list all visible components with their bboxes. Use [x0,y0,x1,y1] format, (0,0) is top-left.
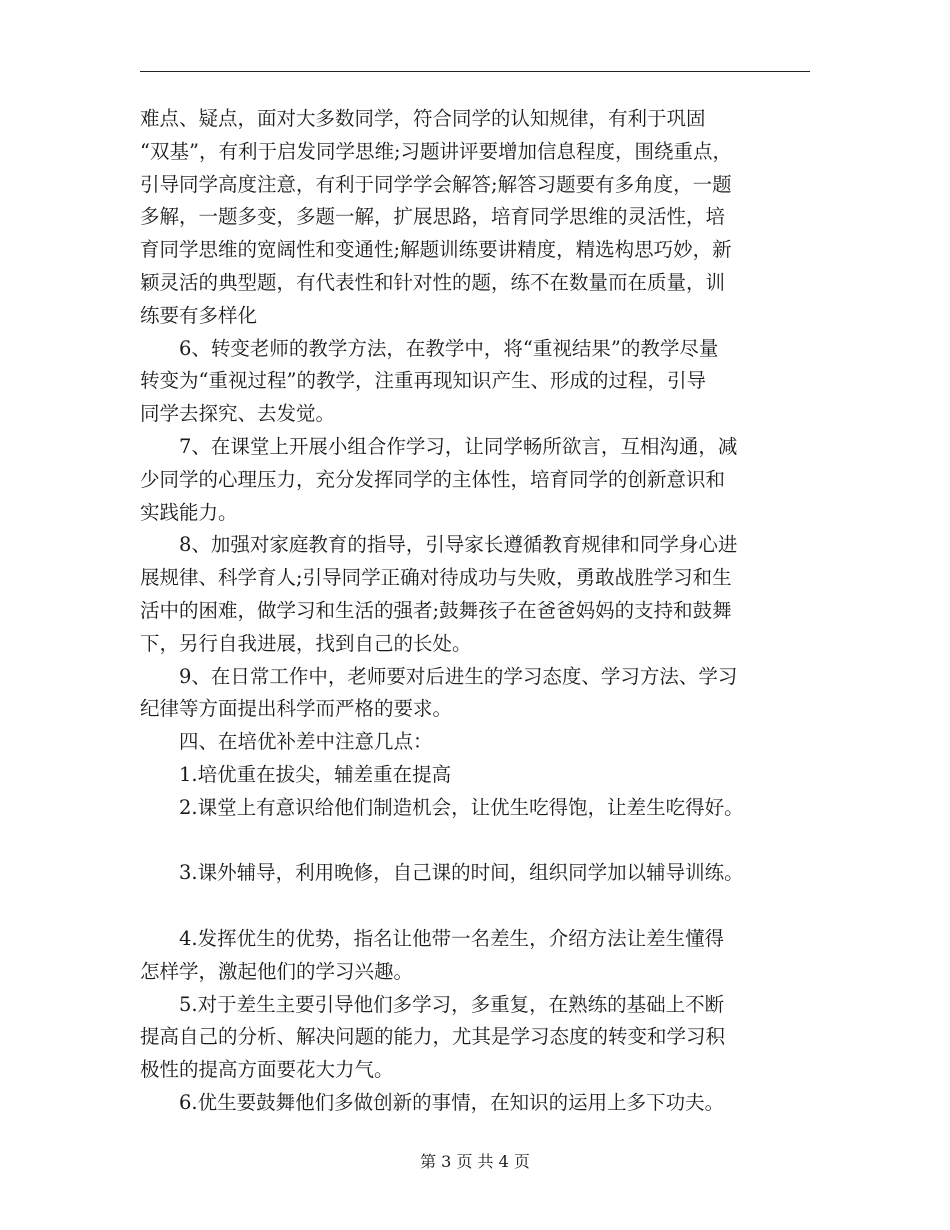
page-number-label: 第 3 页 共 4 页 [420,1152,530,1171]
text-line: 提高自己的分析、解决问题的能力，尤其是学习态度的转变和学习积 [140,1025,726,1049]
header-rule [140,71,810,72]
blank-line [140,890,810,923]
text-line: 引导同学高度注意，有利于同学学会解答;解答习题要有多角度，一题 [140,172,732,196]
text-line: 育同学思维的宽阔性和变通性;解题训练要讲精度，精选构思巧妙，新 [140,238,732,262]
paragraph-9-start: 9、在日常工作中，老师要对后进生的学习态度、学习方法、学习 [179,664,738,688]
text-line: 下，另行自我进展，找到自己的长处。 [140,631,472,655]
list-item-1: 1.培优重在拔尖，辅差重在提高 [179,762,452,786]
text-line: 颖灵活的典型题，有代表性和针对性的题，练不在数量而在质量，训 [140,270,726,294]
text-line: 展规律、科学育人;引导同学正确对待成功与失败，勇敢战胜学习和生 [140,566,732,590]
list-item-2: 2.课堂上有意识给他们制造机会，让优生吃得饱，让差生吃得好。 [179,795,744,819]
text-line: 极性的提高方面要花大力气。 [140,1058,394,1082]
text-line: 怎样学，激起他们的学习兴趣。 [140,959,414,983]
list-item-5: 5.对于差生主要引导他们多学习，多重复，在熟练的基础上不断 [179,992,725,1016]
text-line: 纪律等方面提出科学而严格的要求。 [140,697,453,721]
text-line: 转变为“重视过程”的教学，注重再现知识产生、形成的过程，引导 [140,369,706,393]
text-line: 少同学的心理压力，充分发挥同学的主体性，培育同学的创新意识和 [140,467,726,491]
text-line: “双基”，有利于启发同学思维;习题讲评要增加信息程度，围绕重点， [140,139,733,163]
text-line: 难点、疑点，面对大多数同学，符合同学的认知规律，有利于巩固 [140,107,706,130]
blank-line [140,825,810,858]
paragraph-6-start: 6、转变老师的教学方法，在教学中，将“重视结果”的教学尽量 [179,336,719,360]
page-footer [0,1150,950,1174]
body-text [140,103,810,1120]
paragraph-7-start: 7、在课堂上开展小组合作学习，让同学畅所欲言，互相沟通，减 [179,434,738,458]
text-line: 实践能力。 [140,500,238,524]
list-item-3: 3.课外辅导，利用晚修，自己课的时间，组织同学加以辅导训练。 [179,861,744,885]
text-line: 练要有多样化 [140,303,258,327]
text-line: 同学去探究、去发觉。 [140,402,336,426]
paragraph-8-start: 8、加强对家庭教育的指导，引导家长遵循教育规律和同学身心进 [179,533,738,557]
section-heading: 四、在培优补差中注意几点： [179,730,433,754]
list-item-4: 4.发挥优生的优势，指名让他带一名差生，介绍方法让差生懂得 [179,926,725,950]
text-line: 活中的困难，做学习和生活的强者;鼓舞孩子在爸爸妈妈的支持和鼓舞 [140,598,732,622]
list-item-6: 6.优生要鼓舞他们多做创新的事情，在知识的运用上多下功夫。 [179,1090,725,1114]
text-line: 多解，一题多变，多题一解，扩展思路，培育同学思维的灵活性，培 [140,205,726,229]
